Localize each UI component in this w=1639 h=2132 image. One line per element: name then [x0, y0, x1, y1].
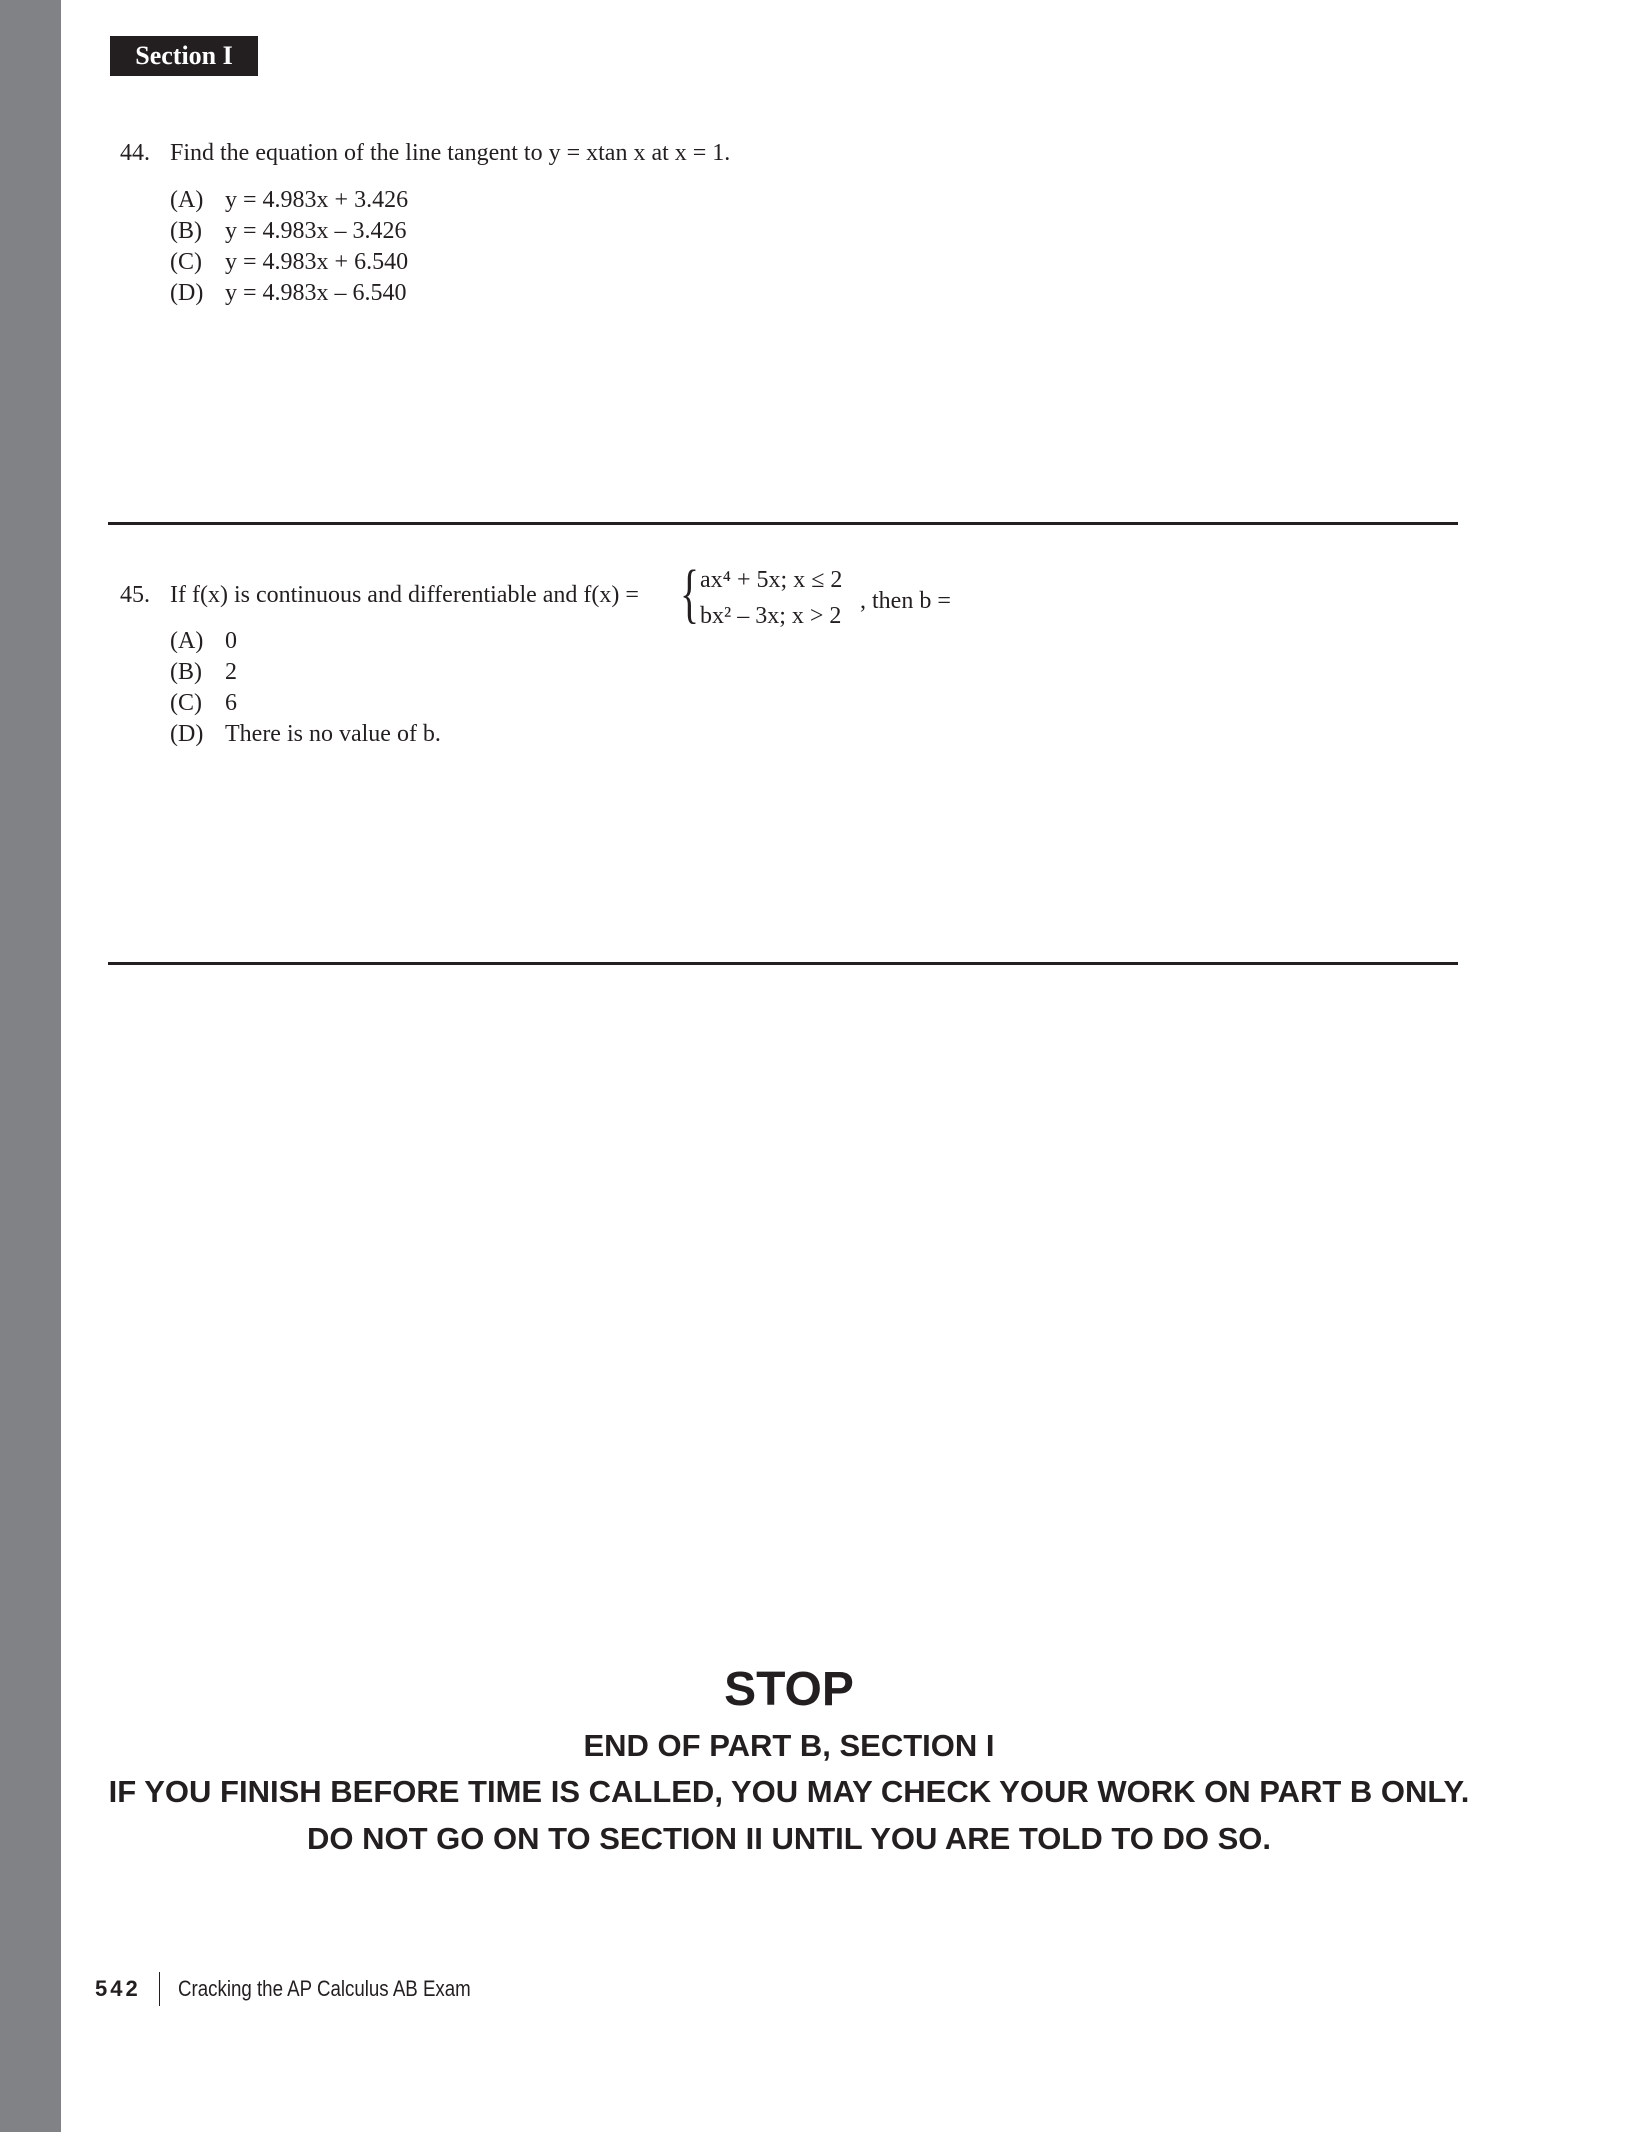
question-stem-end: , then b = — [860, 588, 951, 614]
stop-line-3: DO NOT GO ON TO SECTION II UNTIL YOU ARE TOLD TO DO SO. — [307, 1821, 1271, 1856]
page-number: 542 — [95, 1976, 141, 2001]
piece-2: bx² – 3x; x > 2 — [700, 603, 842, 629]
option-d[interactable] — [170, 721, 441, 748]
option-text: 0 — [225, 628, 237, 654]
option-c[interactable] — [170, 690, 237, 717]
option-b[interactable] — [170, 659, 237, 686]
question-stem: If f(x) is continuous and differentiable and f(x) = — [170, 582, 639, 608]
option-a[interactable] — [170, 628, 237, 655]
stop-title: STOP — [724, 1663, 854, 1716]
stop-line-2: IF YOU FINISH BEFORE TIME IS CALLED, YOU MAY CHECK YOUR WORK ON PART B ONLY. — [108, 1774, 1470, 1809]
option-label: (B) — [170, 218, 202, 244]
option-label: (D) — [170, 721, 204, 747]
piece-1: ax⁴ + 5x; x ≤ 2 — [700, 567, 843, 593]
option-d[interactable] — [170, 280, 407, 307]
option-text: y = 4.983x – 6.540 — [225, 280, 407, 306]
option-text: y = 4.983x + 6.540 — [225, 249, 409, 275]
divider — [108, 962, 1458, 965]
option-label: (B) — [170, 659, 202, 685]
option-text: 6 — [225, 690, 237, 716]
option-text: 2 — [225, 659, 237, 685]
question-number: 44. — [120, 140, 150, 166]
option-text: There is no value of b. — [225, 721, 441, 747]
option-label: (A) — [170, 628, 204, 654]
page-footer — [95, 1972, 523, 2006]
footer-divider — [159, 1972, 161, 2006]
divider — [108, 522, 1458, 525]
option-label: (C) — [170, 249, 202, 275]
option-text: y = 4.983x + 3.426 — [225, 187, 409, 213]
page-gutter — [0, 0, 61, 2132]
option-b[interactable] — [170, 218, 407, 245]
section-label: Section I — [110, 36, 258, 76]
book-title: Cracking the AP Calculus AB Exam — [178, 1976, 471, 2001]
option-c[interactable] — [170, 249, 408, 276]
option-label: (D) — [170, 280, 204, 306]
question-number: 45. — [120, 582, 150, 608]
brace-icon: { — [680, 557, 700, 630]
option-text: y = 4.983x – 3.426 — [225, 218, 407, 244]
question-stem: Find the equation of the line tangent to y = xtan x at x = 1. — [170, 140, 731, 166]
stop-line-1: END OF PART B, SECTION I — [583, 1728, 995, 1763]
option-label: (C) — [170, 690, 202, 716]
option-a[interactable] — [170, 187, 408, 214]
option-label: (A) — [170, 187, 204, 213]
